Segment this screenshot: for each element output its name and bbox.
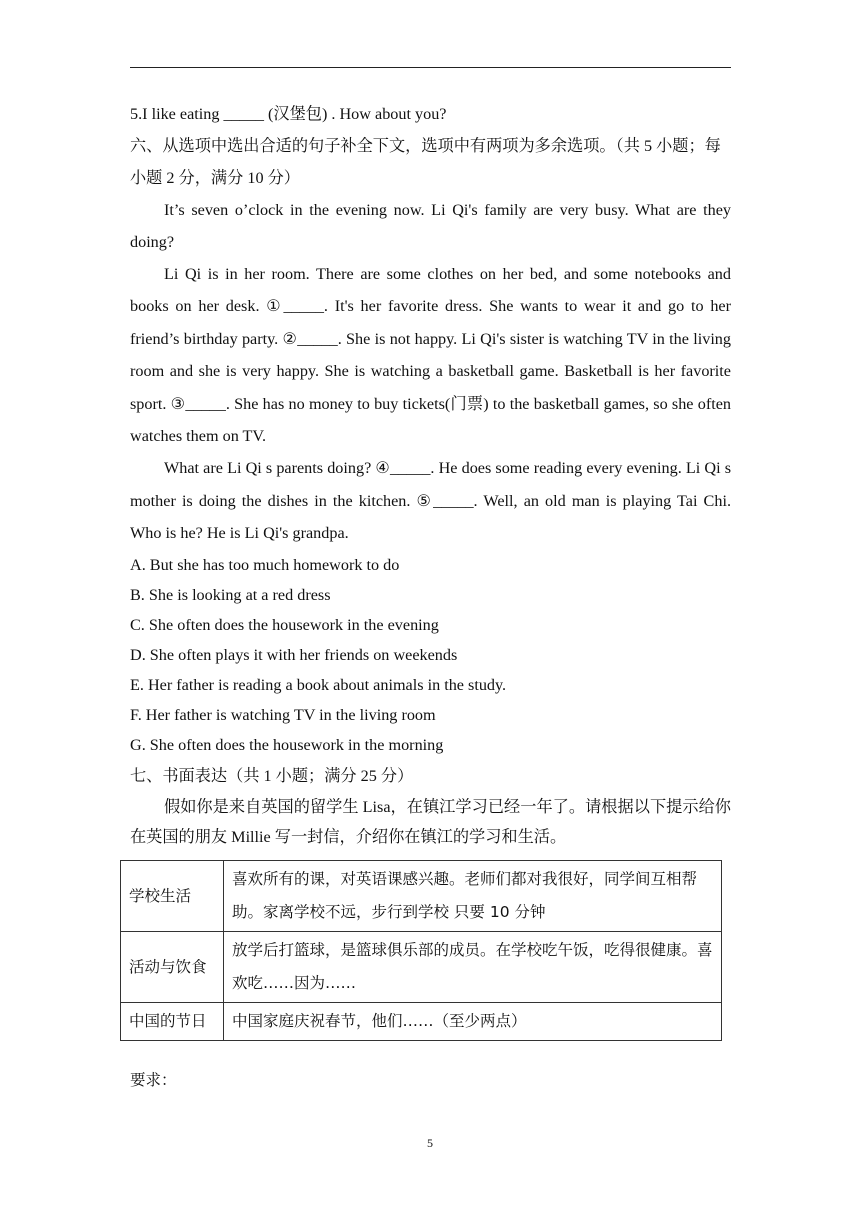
passage-paragraph-2: Li Qi is in her room. There are some clothes on her bed, and some notebooks and books on her desk. ①_____. It's her favorite dress. She wants to wear it and go to her friend’s birthday party. ②_____. She is not happy. Li Qi's sister is watching TV in the living room and she is very happy. She is watching a basketball game. Basketball is her favorite sport. ③_____. She has no money to buy tickets(门票) to the basketball games, so she often watches them on TV. [130,265,731,446]
table-row [121,1003,722,1041]
passage-paragraph-1: It’s seven o’clock in the evening now. Li Qi's family are very busy. What are they doing? [130,201,731,251]
question-5: 5.I like eating _____ (汉堡包) . How about you? [130,105,447,123]
table-row [121,861,722,932]
table-value: 喜欢所有的课，对英语课感兴趣。老师们都对我很好，同学间互相帮助。家离学校不远，步行到学校 只要 10 分钟 [224,861,722,932]
page-number: 5 [427,1136,433,1150]
option-b: B. She is looking at a red dress [130,585,331,604]
requirements-label: 要求： [130,1071,177,1089]
option-d: D. She often plays it with her friends on weekends [130,645,458,664]
page-content [130,98,731,852]
section-6-title: 六、从选项中选出合适的句子补全下文，选项中有两项为多余选项。（共 5 小题；每小题 2 分，满分 10 分） [130,137,721,187]
options-list [130,550,731,760]
passage-paragraph-3: What are Li Qi s parents doing? ④_____. He does some reading every evening. Li Qi s mother is doing the dishes in the kitchen. ⑤_____. Well, an old man is playing Tai Chi. Who is he? He is Li Qi's grandpa. [130,459,731,543]
table-row [121,932,722,1003]
writing-prompt: 假如你是来自英国的留学生 Lisa，在镇江学习已经一年了。请根据以下提示给你在英国的朋友 Millie 写一封信，介绍你在镇江的学习和生活。 [130,797,731,846]
option-c: C. She often does the housework in the evening [130,615,439,634]
option-f: F. Her father is watching TV in the living room [130,705,436,724]
section-7-title: 七、书面表达（共 1 小题；满分 25 分） [130,766,414,785]
header-rule [130,67,731,68]
table-value: 中国家庭庆祝春节，他们……（至少两点） [224,1003,722,1041]
option-g: G. She often does the housework in the morning [130,735,444,754]
table-key: 活动与饮食 [121,932,224,1003]
table-key: 学校生活 [121,861,224,932]
table-key: 中国的节日 [121,1003,224,1041]
writing-hints-table [120,860,722,1041]
table-value: 放学后打篮球，是篮球俱乐部的成员。在学校吃午饭，吃得很健康。喜欢吃……因为…… [224,932,722,1003]
option-e: E. Her father is reading a book about animals in the study. [130,675,507,694]
option-a: A. But she has too much homework to do [130,555,400,574]
